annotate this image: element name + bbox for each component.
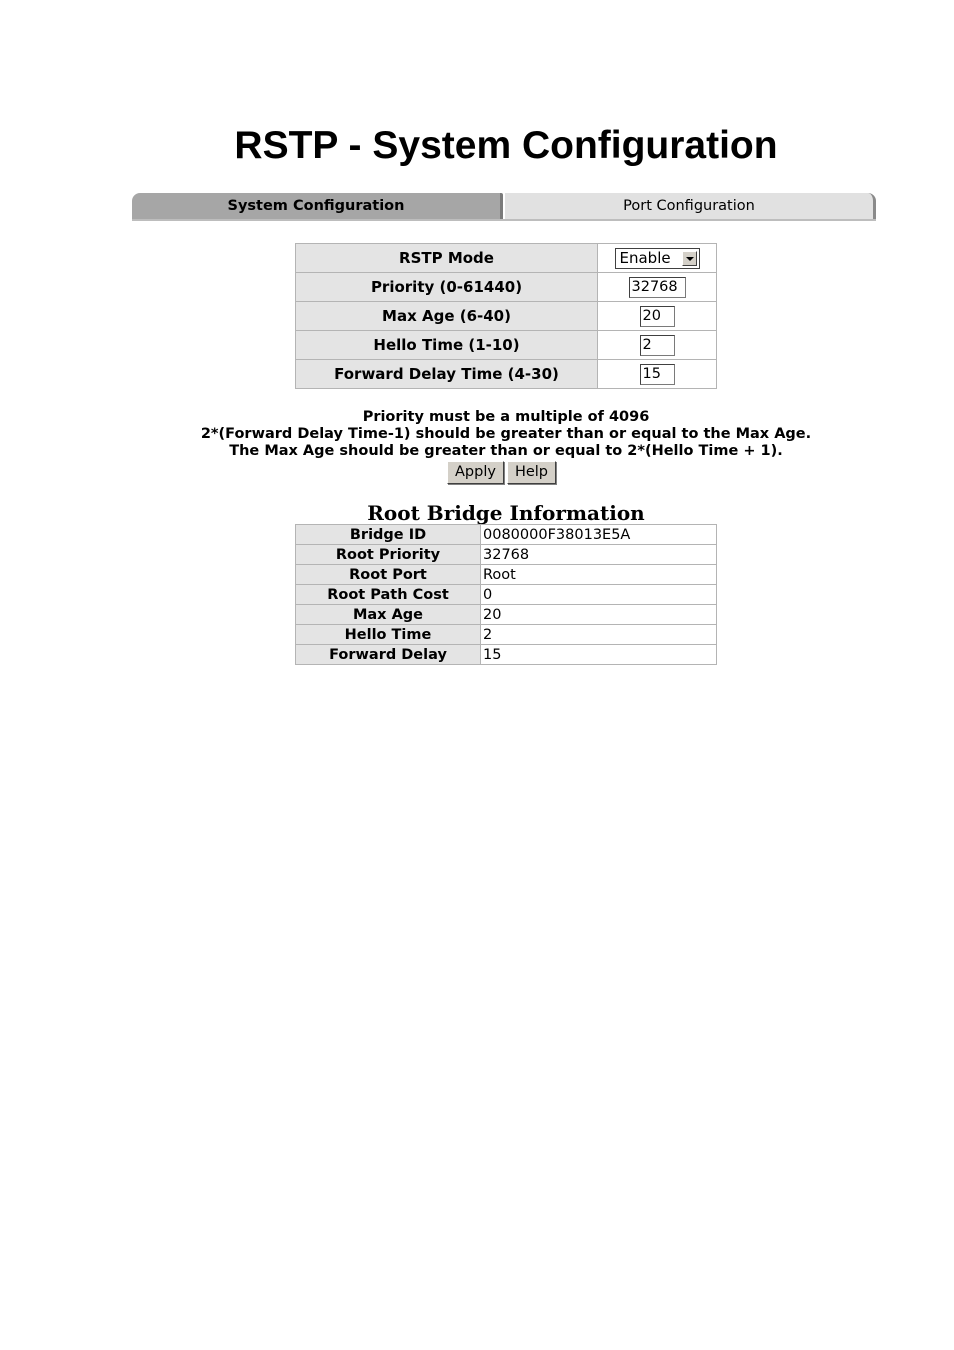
rstp-mode-select[interactable]: [615, 248, 700, 269]
hello-time-input[interactable]: 2: [640, 335, 675, 356]
table-row: [296, 302, 717, 331]
tab-port-configuration[interactable]: Port Configuration: [503, 193, 876, 220]
root-path-cost-value: 0: [481, 585, 717, 605]
table-row: [296, 273, 717, 302]
apply-button[interactable]: Apply: [447, 461, 504, 484]
bridge-id-value: 0080000F38013E5A: [481, 525, 717, 545]
max-age-input[interactable]: 20: [640, 306, 675, 327]
action-buttons: [447, 461, 559, 484]
root-bridge-title: Root Bridge Information: [367, 501, 645, 525]
bridge-id-label: Bridge ID: [296, 525, 481, 545]
table-row: [296, 525, 717, 545]
note-priority: Priority must be a multiple of 4096: [362, 409, 650, 425]
table-row: [296, 605, 717, 625]
priority-input[interactable]: 32768: [629, 277, 686, 298]
forward-delay-input[interactable]: 15: [640, 364, 675, 385]
help-button[interactable]: Help: [507, 461, 556, 484]
chevron-down-icon[interactable]: [682, 251, 697, 266]
root-priority-value: 32768: [481, 545, 717, 565]
root-bridge-table: [295, 524, 717, 665]
tab-bar: [132, 193, 876, 221]
table-row: [296, 360, 717, 389]
forward-delay-info-label: Forward Delay: [296, 645, 481, 665]
tab-divider: [132, 219, 876, 221]
priority-label: Priority (0-61440): [296, 273, 598, 302]
page-title: RSTP - System Configuration: [234, 124, 778, 167]
root-port-label: Root Port: [296, 565, 481, 585]
note-max-age: The Max Age should be greater than or equal to 2*(Hello Time + 1).: [229, 443, 783, 459]
table-row: [296, 645, 717, 665]
rstp-mode-value: Enable: [619, 249, 671, 267]
rstp-config-table: [295, 243, 717, 389]
table-row: [296, 244, 717, 273]
max-age-info-label: Max Age: [296, 605, 481, 625]
table-row: [296, 585, 717, 605]
table-row: [296, 331, 717, 360]
max-age-label: Max Age (6-40): [296, 302, 598, 331]
table-row: [296, 545, 717, 565]
table-row: [296, 565, 717, 585]
max-age-info-value: 20: [481, 605, 717, 625]
root-path-cost-label: Root Path Cost: [296, 585, 481, 605]
hello-time-info-label: Hello Time: [296, 625, 481, 645]
rstp-mode-label: RSTP Mode: [296, 244, 598, 273]
table-row: [296, 625, 717, 645]
forward-delay-info-value: 15: [481, 645, 717, 665]
config-notes: [0, 409, 954, 460]
hello-time-info-value: 2: [481, 625, 717, 645]
forward-delay-label: Forward Delay Time (4-30): [296, 360, 598, 389]
root-port-value: Root: [481, 565, 717, 585]
root-priority-label: Root Priority: [296, 545, 481, 565]
hello-time-label: Hello Time (1-10): [296, 331, 598, 360]
tab-system-configuration[interactable]: System Configuration: [132, 193, 503, 220]
note-forward-delay: 2*(Forward Delay Time-1) should be greater than or equal to the Max Age.: [200, 426, 812, 442]
